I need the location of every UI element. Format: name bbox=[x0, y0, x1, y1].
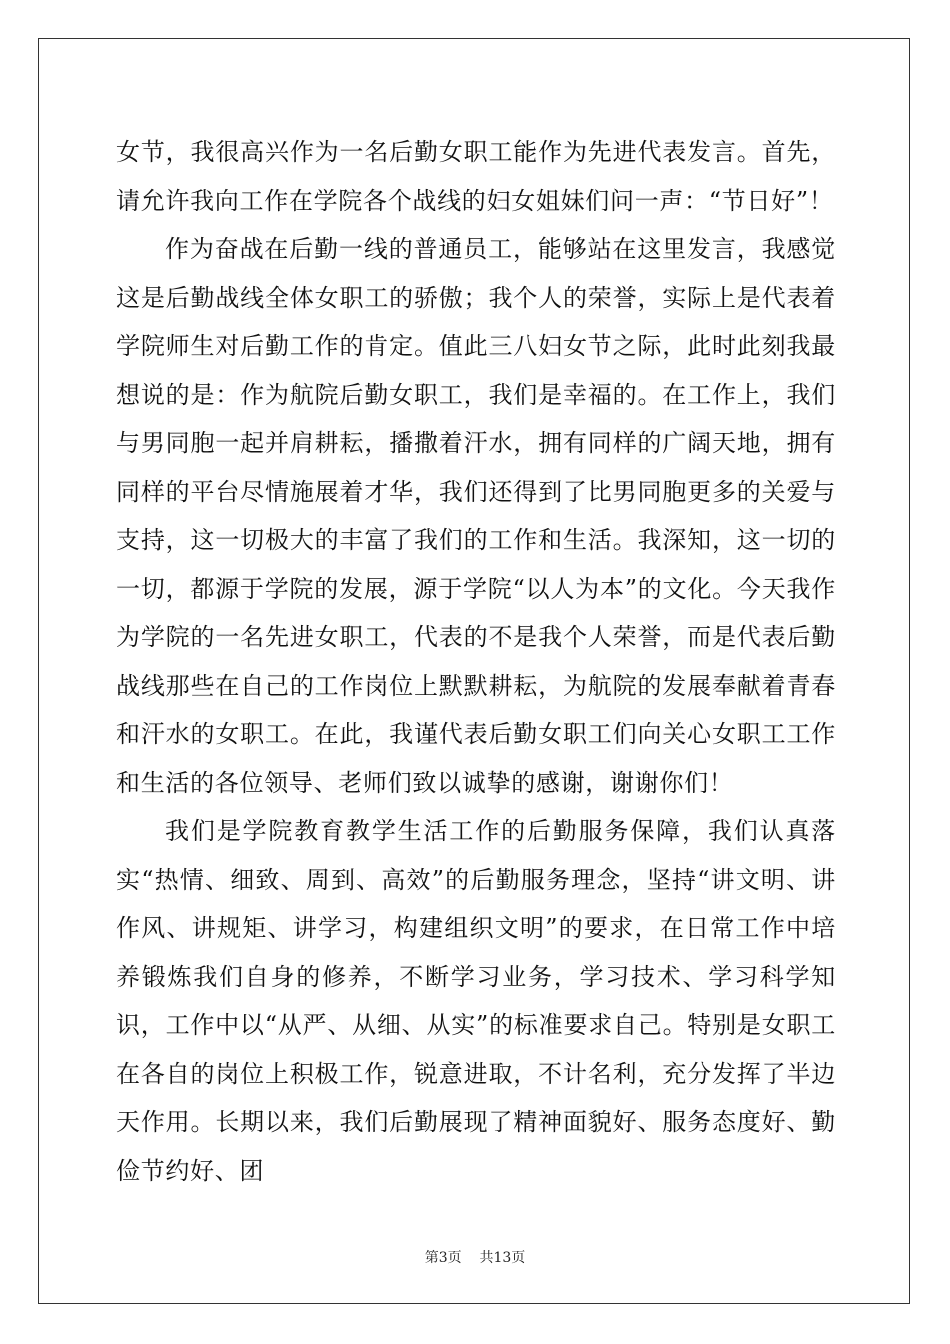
paragraph-2: 作为奋战在后勤一线的普通员工，能够站在这里发言，我感觉这是后勤战线全体女职工的骄傲；我个人的荣誉，实际上是代表着学院师生对后勤工作的肯定。值此三八妇女节之际，此时此刻我最想说的是：作为航院后勤女职工，我们是幸福的。在工作上，我们与男同胞一起并肩耕耘，播撒着汗水，拥有同样的广阔天地，拥有同样的平台尽情施展着才华，我们还得到了比男同胞更多的关爱与支持，这一切极大的丰富了我们的工作和生活。我深知，这一切的一切，都源于学院的发展，源于学院“以人为本”的文化。今天我作为学院的一名先进女职工，代表的不是我个人荣誉，而是代表后勤战线那些在自己的工作岗位上默默耕耘，为航院的发展奉献着青春和汗水的女职工。在此，我谨代表后勤女职工们向关心女职工工作和生活的各位领导、老师们致以诚挚的感谢，谢谢你们！ bbox=[116, 235, 836, 797]
page-number-footer: 第3页 共13页 bbox=[424, 1250, 526, 1266]
paragraph-3: 我们是学院教育教学生活工作的后勤服务保障，我们认真落实“热情、细致、周到、高效”的后勤服务理念，坚持“讲文明、讲作风、讲规矩、讲学习，构建组织文明”的要求，在日常工作中培养锻炼我们自身的修养，不断学习业务，学习技术、学习科学知识，工作中以“从严、从细、从实”的标准要求自己。特别是女职工在各自的岗位上积极工作，锐意进取，不计名利，充分发挥了半边天作用。长期以来，我们后勤展现了精神面貌好、服务态度好、勤俭节约好、团 bbox=[116, 817, 836, 1185]
paragraph-1: 女节，我很高兴作为一名后勤女职工能作为先进代表发言。首先，请允许我向工作在学院各个战线的妇女姐妹们问一声：“节日好”！ bbox=[116, 138, 836, 215]
document-body bbox=[116, 128, 836, 1195]
